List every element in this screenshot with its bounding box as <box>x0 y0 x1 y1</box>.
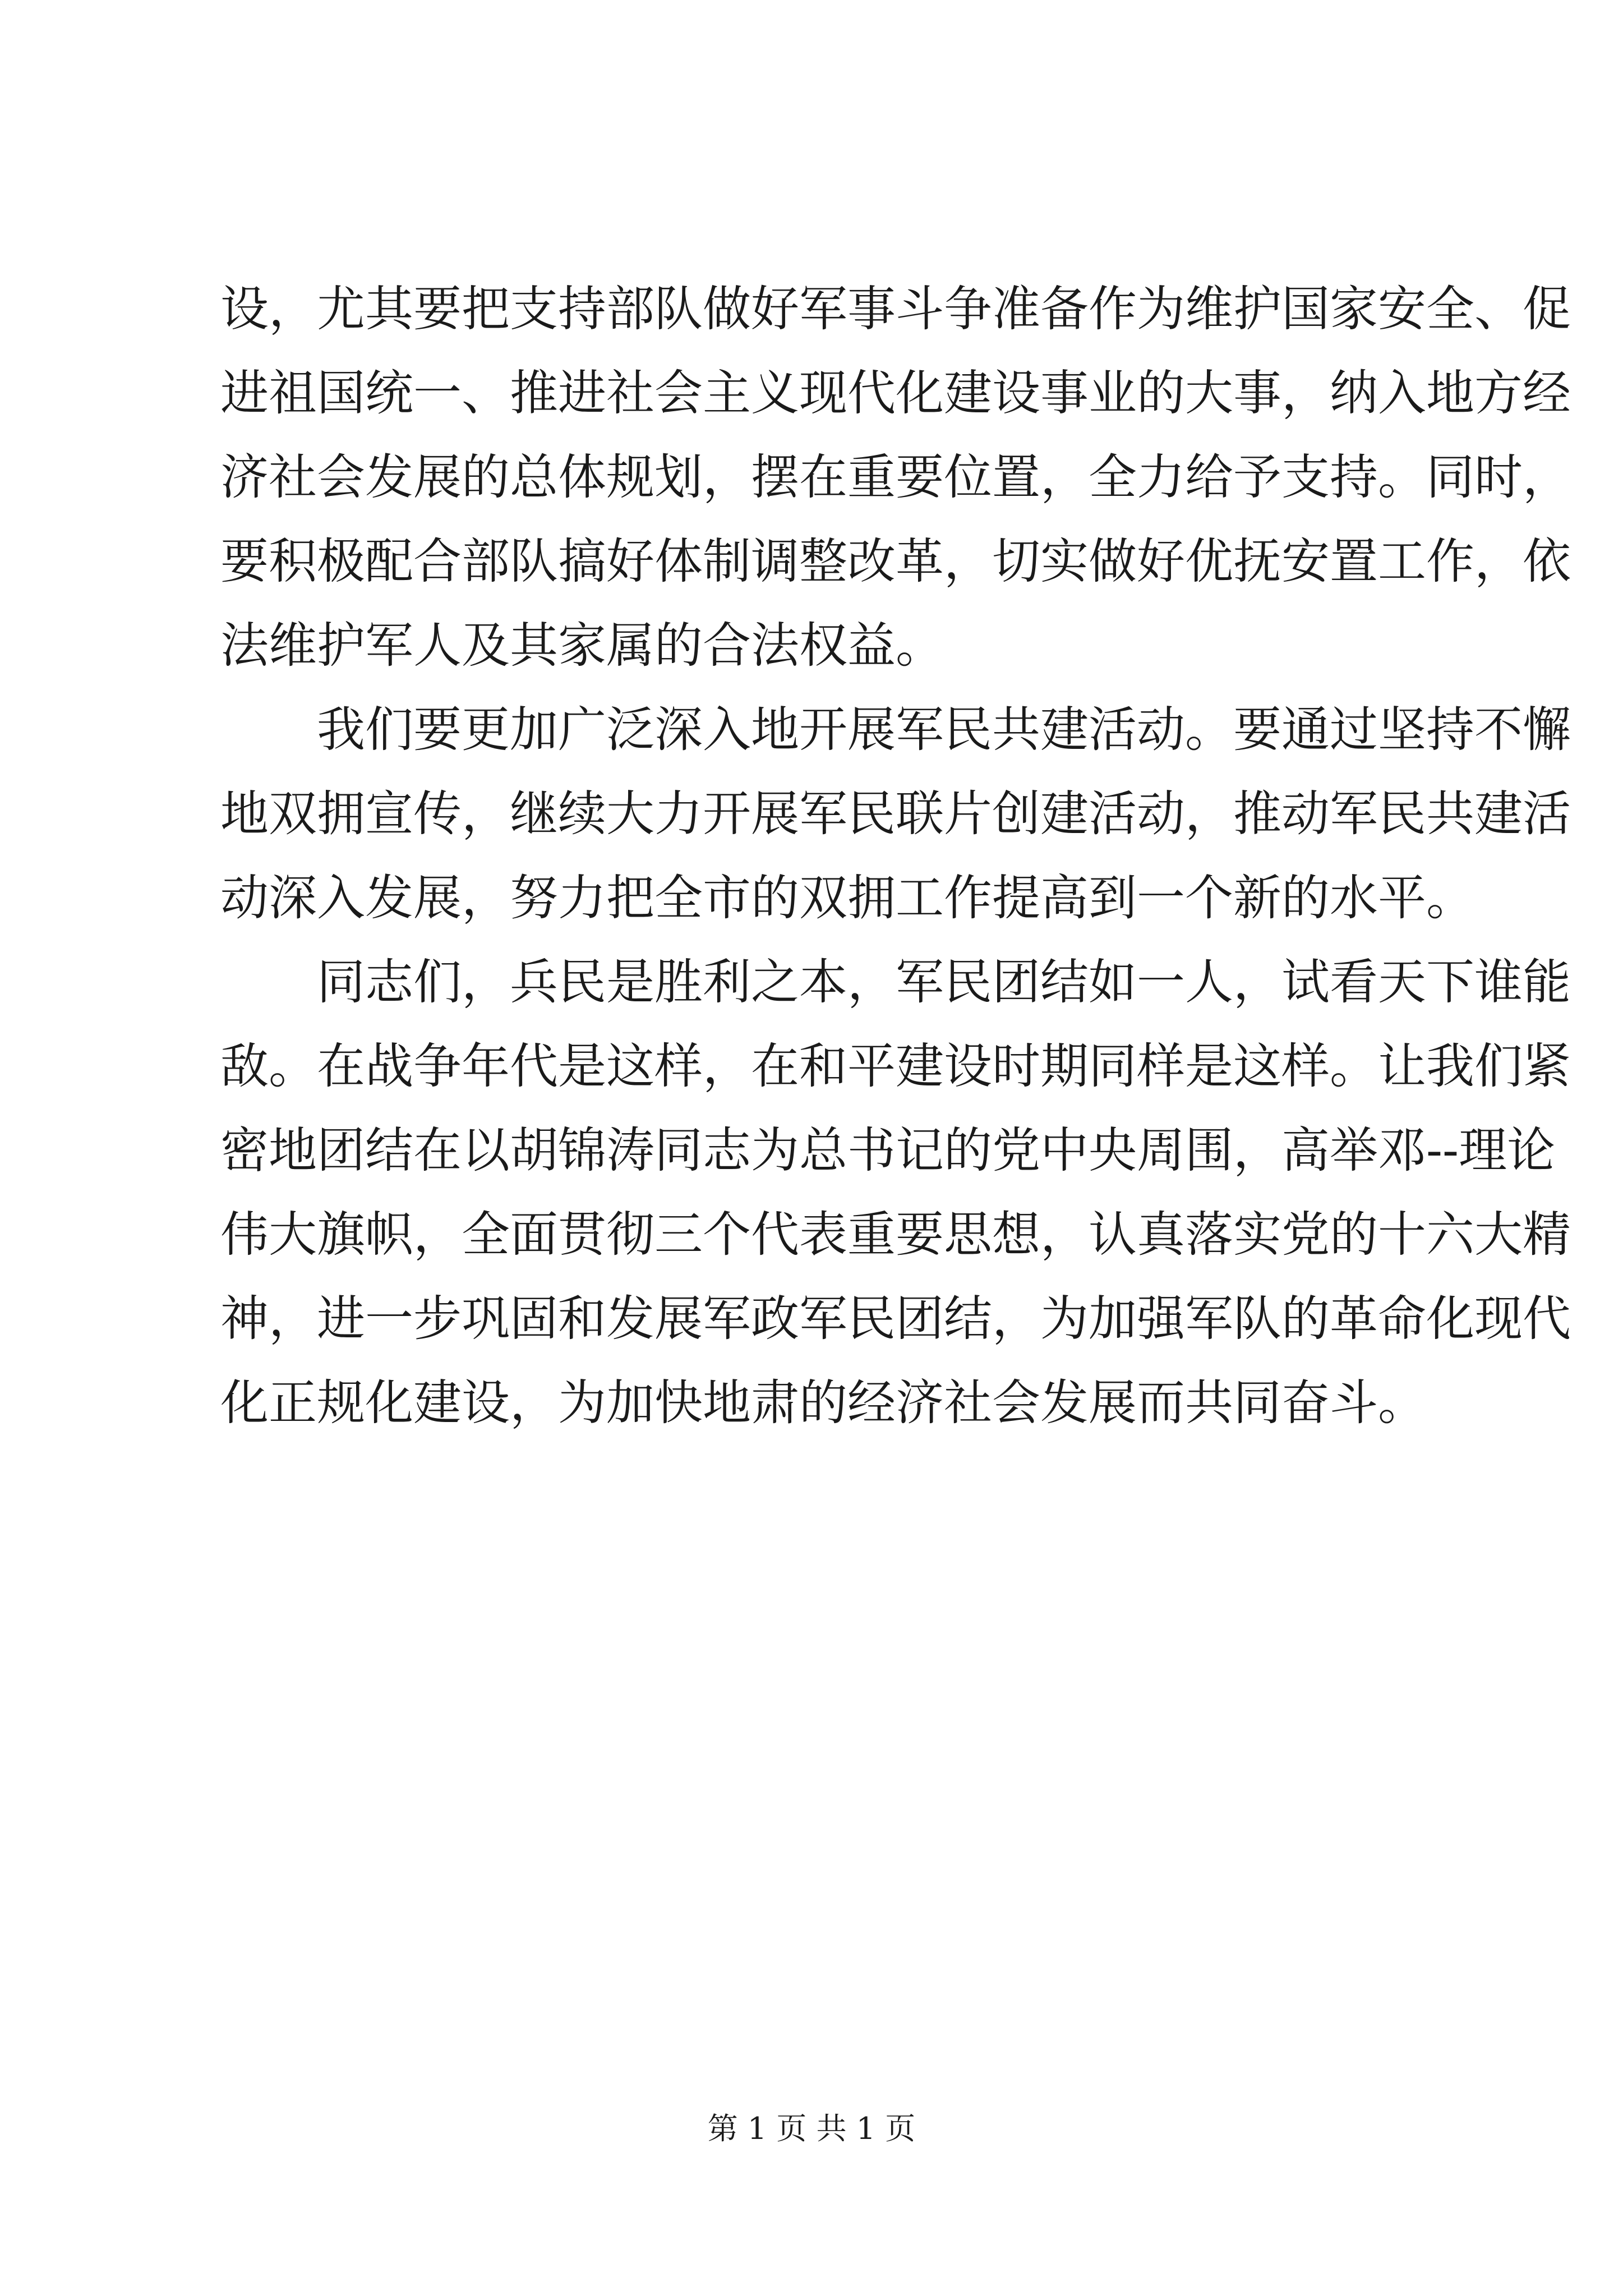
page-number-label: 第 1 页 共 1 页 <box>707 2111 916 2146</box>
document-body <box>220 267 1571 1445</box>
text-line: 法维护军人及其家属的合法权益。 <box>220 618 944 674</box>
text-line: 神，进一步巩固和发展军政军民团结，为加强军队的革命化现代 <box>220 1291 1571 1347</box>
text-line: 动深入发展，努力把全市的双拥工作提高到一个新的水平。 <box>220 870 1474 926</box>
text-line: 设，尤其要把支持部队做好军事斗争准备作为维护国家安全、促 <box>220 281 1571 337</box>
paragraph-3 <box>220 940 1571 1445</box>
text-line: 济社会发展的总体规划，摆在重要位置，全力给予支持。同时， <box>220 449 1571 505</box>
text-line: 我们要更加广泛深入地开展军民共建活动。要通过坚持不懈 <box>317 702 1571 758</box>
text-line: 要积极配合部队搞好体制调整改革，切实做好优抚安置工作，依 <box>220 533 1571 590</box>
text-line: 地双拥宣传，继续大力开展军民联片创建活动，推动军民共建活 <box>220 786 1571 842</box>
paragraph-1 <box>220 267 1571 688</box>
text-line: 进祖国统一、推进社会主义现代化建设事业的大事，纳入地方经 <box>220 365 1571 421</box>
text-line: 敌。在战争年代是这样，在和平建设时期同样是这样。让我们紧 <box>220 1038 1571 1094</box>
text-line: 密地团结在以胡锦涛同志为总书记的党中央周围，高举邓--理论 <box>220 1122 1556 1179</box>
text-line: 伟大旗帜，全面贯彻三个代表重要思想，认真落实党的十六大精 <box>220 1207 1571 1263</box>
text-line: 化正规化建设，为加快地肃的经济社会发展而共同奋斗。 <box>220 1375 1426 1431</box>
page-footer <box>0 2109 1623 2148</box>
text-line: 同志们，兵民是胜利之本，军民团结如一人，试看天下谁能 <box>317 954 1571 1010</box>
paragraph-2 <box>220 688 1571 940</box>
